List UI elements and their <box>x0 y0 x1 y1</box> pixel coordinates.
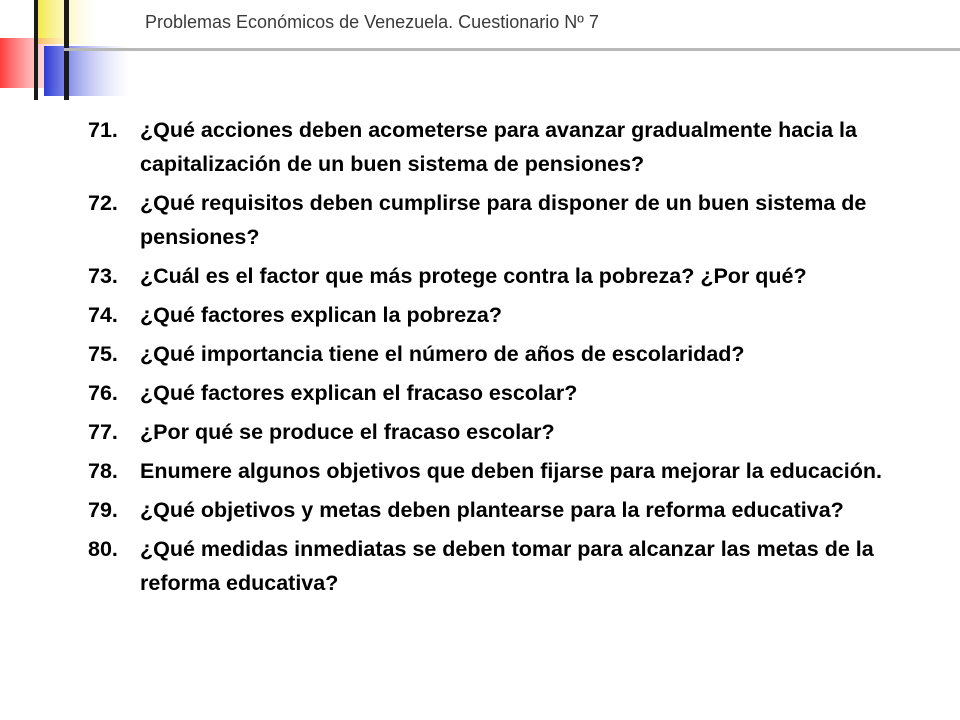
question-text: ¿Por qué se produce el fracaso escolar? <box>140 420 555 444</box>
question-number: 73. <box>88 264 118 288</box>
question-number: 75. <box>88 342 118 366</box>
question-number: 79. <box>88 498 118 522</box>
list-item <box>88 532 948 600</box>
question-text: Enumere algunos objetivos que deben fijarse para mejorar la educación. <box>140 459 882 483</box>
question-text: ¿Qué acciones deben acometerse para avanzar gradualmente hacia la capitalización de un buen sistema de pensiones? <box>140 118 857 176</box>
list-item <box>88 337 948 371</box>
question-text: ¿Qué factores explican el fracaso escolar? <box>140 381 578 405</box>
list-item <box>88 493 948 527</box>
question-text: ¿Qué factores explican la pobreza? <box>140 303 503 327</box>
list-item <box>88 186 948 254</box>
question-text: ¿Cuál es el factor que más protege contra la pobreza? ¿Por qué? <box>140 264 807 288</box>
question-number: 74. <box>88 303 118 327</box>
question-text: ¿Qué requisitos deben cumplirse para disponer de un buen sistema de pensiones? <box>140 191 867 249</box>
list-item <box>88 298 948 332</box>
question-text: ¿Qué importancia tiene el número de años de escolaridad? <box>140 342 745 366</box>
question-text: ¿Qué objetivos y metas deben plantearse para la reforma educativa? <box>140 498 844 522</box>
list-item <box>88 454 948 488</box>
question-number: 76. <box>88 381 118 405</box>
question-list <box>88 113 948 605</box>
header-divider <box>64 48 960 51</box>
question-number: 71. <box>88 118 118 142</box>
question-text: ¿Qué medidas inmediatas se deben tomar para alcanzar las metas de la reforma educativa? <box>140 537 874 595</box>
list-item <box>88 415 948 449</box>
question-number: 78. <box>88 459 118 483</box>
list-item <box>88 259 948 293</box>
question-number: 77. <box>88 420 118 444</box>
slide-header-title: Problemas Económicos de Venezuela. Cuestionario Nº 7 <box>145 12 599 32</box>
list-item <box>88 113 948 181</box>
list-item <box>88 376 948 410</box>
vertical-bar-left <box>34 0 38 100</box>
blue-block <box>44 46 130 96</box>
question-number: 72. <box>88 191 118 215</box>
question-number: 80. <box>88 537 118 561</box>
